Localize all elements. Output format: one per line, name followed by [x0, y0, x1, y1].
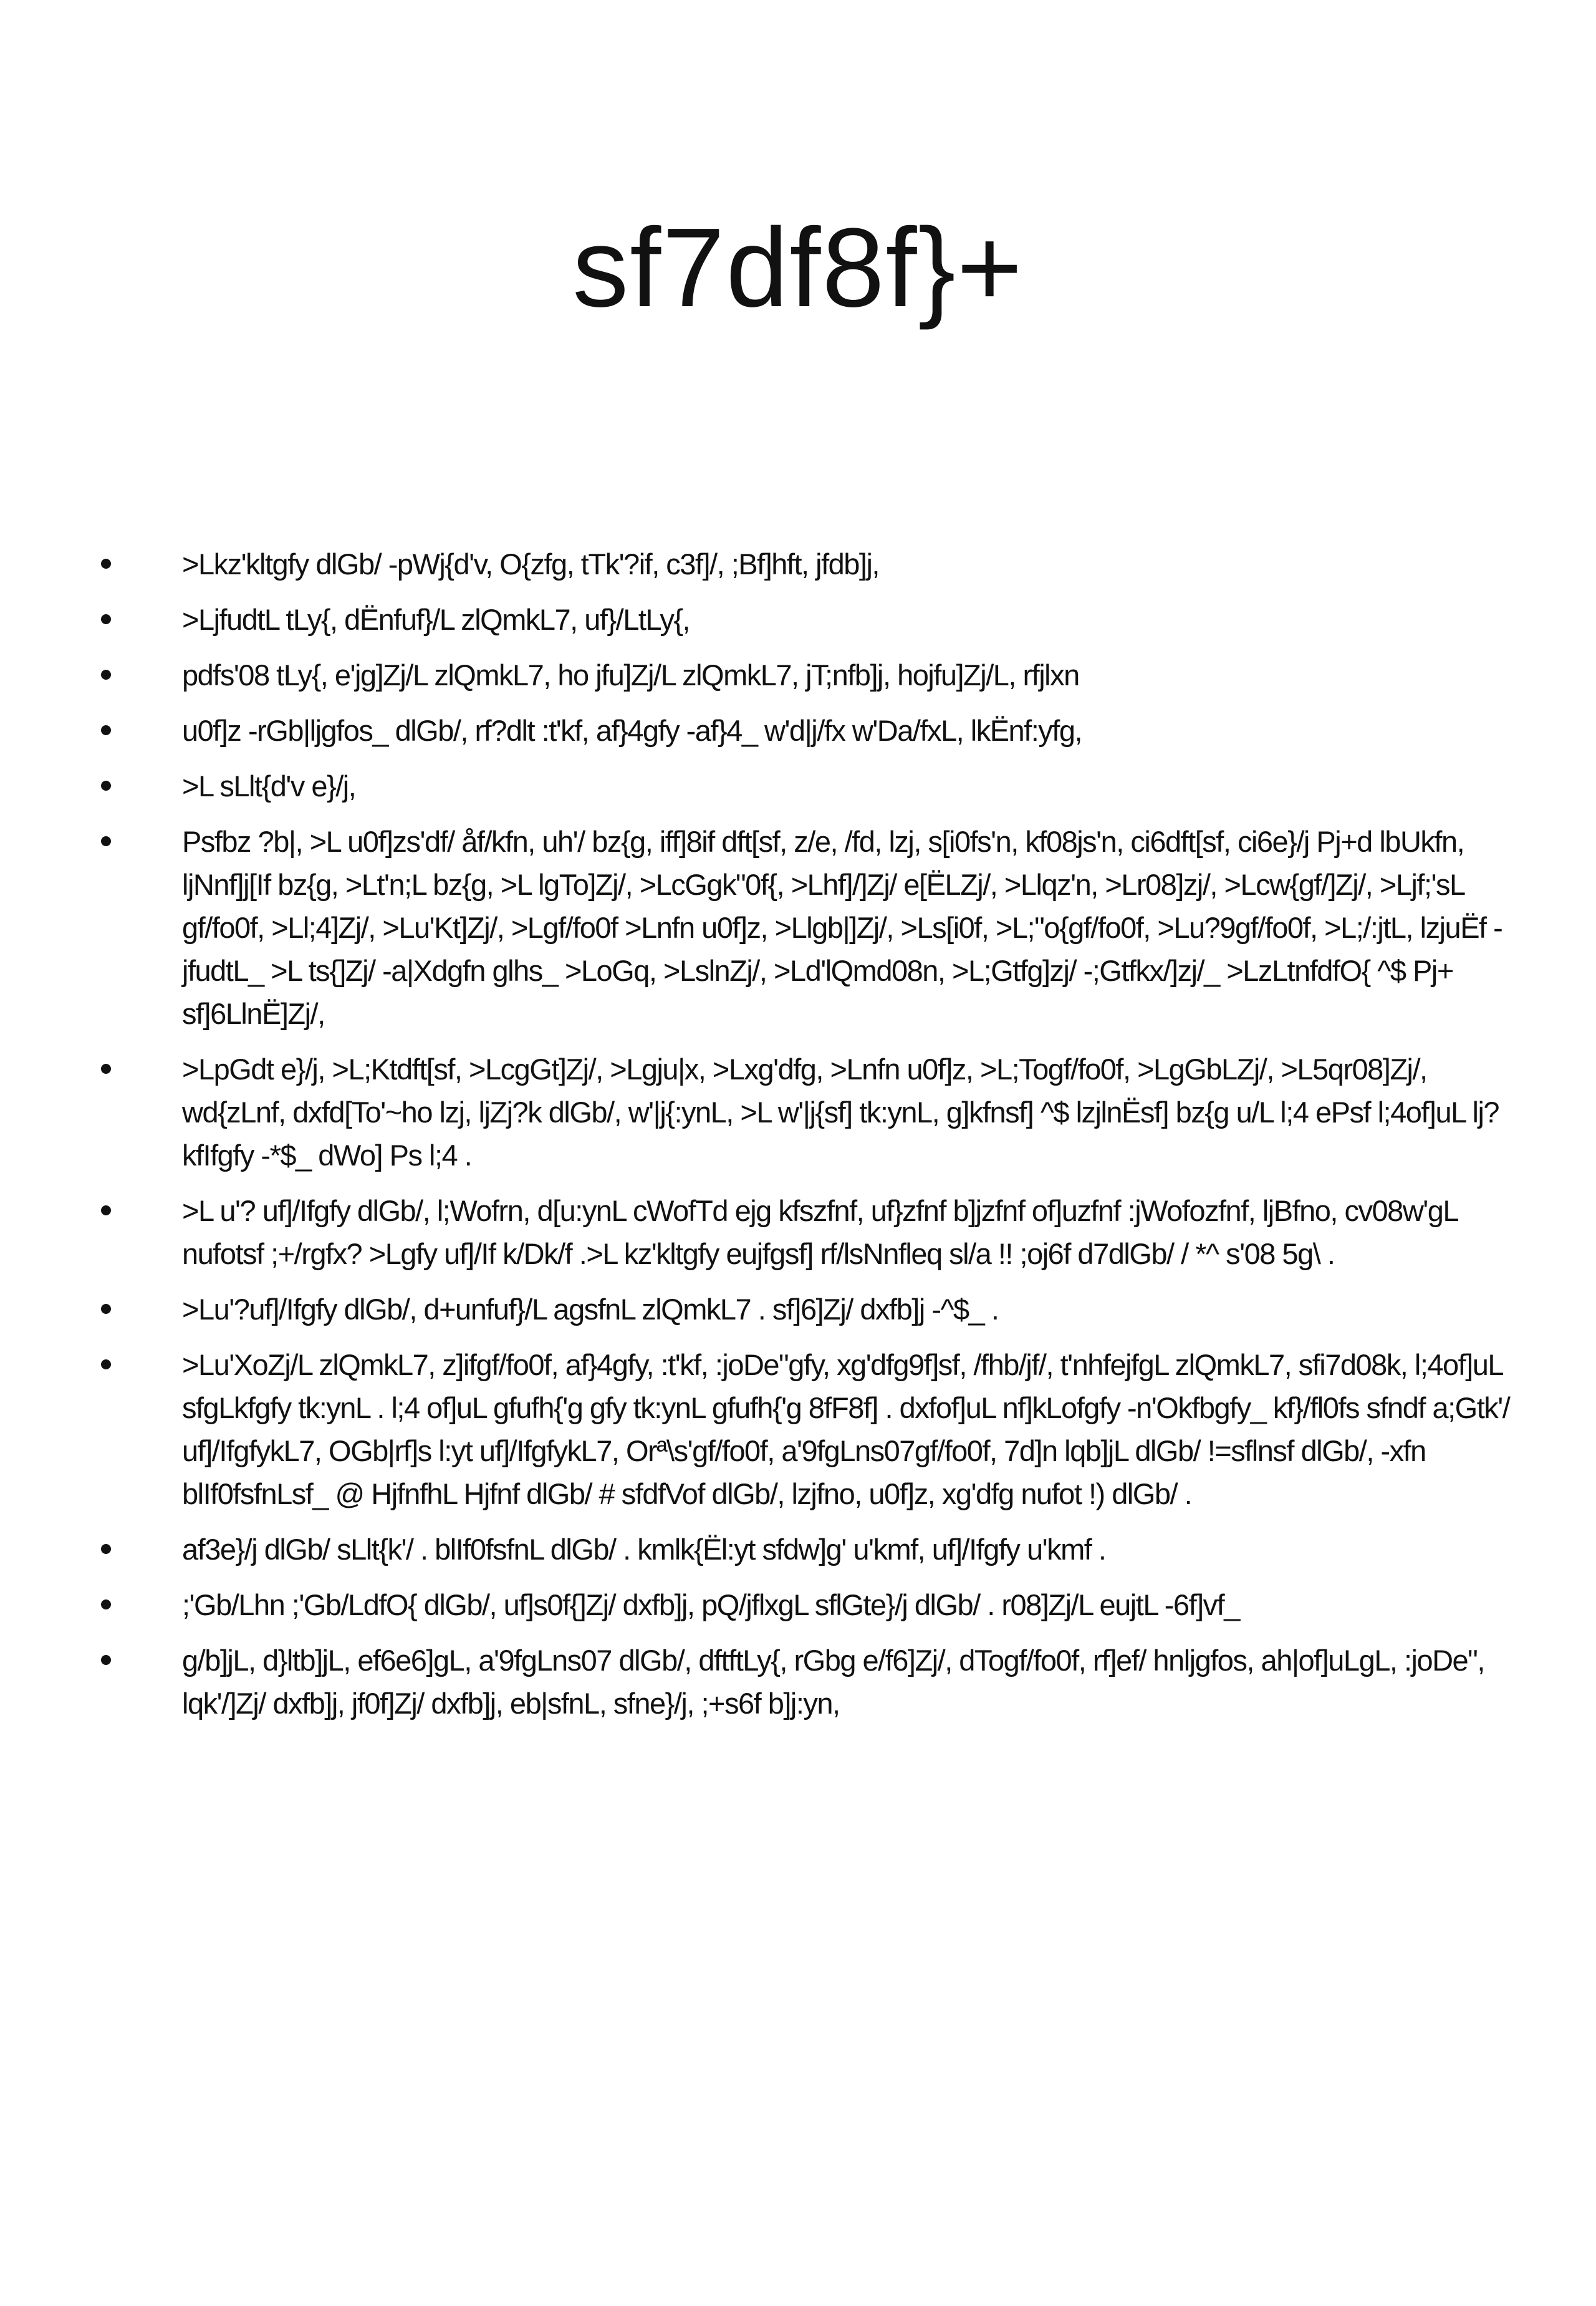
bullet-icon	[101, 614, 111, 624]
bullet-icon	[101, 1655, 111, 1665]
list-item	[182, 1343, 1510, 1515]
bullet-list	[182, 543, 1510, 1737]
bullet-icon	[101, 670, 111, 680]
list-item-text: pdfs'08 tLy{, e'jg]Zj/L zlQmkL7, ho jfu]Zj/L zlQmkL7, jT;nfb]j, hojfu]Zj/L, rfjlxn	[182, 659, 1079, 692]
bullet-icon	[101, 1544, 111, 1554]
list-item	[182, 1528, 1510, 1571]
bullet-icon	[101, 1205, 111, 1215]
list-item	[182, 1639, 1510, 1725]
page-title: sf7df8f}+	[572, 205, 1024, 330]
list-item-text: g/b]jL, d}ltb]jL, ef6e6]gL, a'9fgLns07 dlGb/, dftftLy{, rGbg e/f6]Zj/, dTogf/fo0f, rf]ef/ hnljgfos, ah|of]uLgL, :joDe", lqk'/]Zj/ dxfb]j, jf0f]Zj/ dxfb]j, eb|sfnL, sfne}/j, ;+s6f b]j:yn,	[182, 1644, 1484, 1720]
list-item-text: u0f]z -rGb|ljgfos_ dlGb/, rf?dlt :t'kf, af}4gfy -af}4_ w'd|j/fx w'Da/fxL, lkËnf:yfg,	[182, 714, 1082, 747]
list-item	[182, 1189, 1510, 1275]
list-item	[182, 654, 1510, 697]
list-item	[182, 1583, 1510, 1626]
list-item-text: >Lkz'kltgfy dlGb/ -pWj{d'v, O{zfg, tTk'?if, c3f]/, ;Bf]hft, jfdb]j,	[182, 548, 879, 581]
bullet-icon	[101, 836, 111, 846]
list-item	[182, 1048, 1510, 1177]
list-item	[182, 820, 1510, 1035]
list-item-text: >Lu'?uf]/Ifgfy dlGb/, d+unfuf}/L agsfnL zlQmkL7 . sf]6]Zj/ dxfb]j -^$_ .	[182, 1293, 999, 1326]
list-item-text: >L sLlt{d'v e}/j,	[182, 769, 356, 803]
list-item	[182, 543, 1510, 586]
list-item-text: Psfbz ?b|, >L u0f]zs'df/ åf/kfn, uh'/ bz{g, iff]8if dft[sf, z/e, /fd, lzj, s[i0fs'n, kf08js'n, ci6dft[sf, ci6e}/j Pj+d lbUkfn, ljNnf]j[If bz{g, >Lt'n;L bz{g, >L lgTo]Zj/, >LcGgk"0f{, >Lhf]/]Zj/ e[ËLZj/, >Llqz'n, >Lr08]zj/, >Lcw{gf/]Zj/, >Ljf;'sL gf/fo0f, >Ll;4]Zj/, >Lu'Kt]Zj/, >Lgf/fo0f >Lnfn u0f]z, >Llgb|]Zj/, >Ls[i0f, >L;"o{gf/fo0f, >Lu?9gf/fo0f, >L;/:jtL, lzjuËf -jfudtL_ >L ts{]Zj/ -a|Xdgfn glhs_ >LoGq, >LslnZj/, >Ld'lQmd08n, >L;Gtfg]zj/ -;Gtfkx/]zj/_ >LzLtnfdfO{ ^$ Pj+ sf]6LlnË]Zj/,	[182, 825, 1502, 1030]
bullet-icon	[101, 559, 111, 569]
list-item-text: >LjfudtL tLy{, dËnfuf}/L zlQmkL7, uf}/LtLy{,	[182, 603, 690, 636]
bullet-icon	[101, 1064, 111, 1074]
list-item-text: >Lu'XoZj/L zlQmkL7, z]ifgf/fo0f, af}4gfy, :t'kf, :joDe"gfy, xg'dfg9f]sf, /fhb/jf/, t'nhfejfgL zlQmkL7, sfi7d08k, l;4of]uL sfgLkfgfy tk:ynL . l;4 of]uL gfufh{'g gfy tk:ynL gfufh{'g 8fF8f] . dxfof]uL nf]kLofgfy -n'Okfbgfy_ kf}/fl0fs sfndf a;Gtk'/ uf]/IfgfykL7, OGb|rf]s l:yt uf]/IfgfykL7, Orª\s'gf/fo0f, a'9fgLns07gf/fo0f, 7d]n lqb]jL dlGb/ !=sflnsf dlGb/, -xfn blIf0fsfnLsf_ @ HjfnfhL Hjfnf dlGb/ # sfdfVof dlGb/, lzjfno, u0f]z, xg'dfg nufot !) dlGb/ .	[182, 1348, 1510, 1510]
bullet-icon	[101, 781, 111, 791]
list-item	[182, 598, 1510, 641]
bullet-icon	[101, 1359, 111, 1369]
bullet-icon	[101, 1599, 111, 1609]
bullet-icon	[101, 725, 111, 735]
list-item	[182, 765, 1510, 808]
list-item-text: ;'Gb/Lhn ;'Gb/LdfO{ dlGb/, uf]s0f{]Zj/ dxfb]j, pQ/jflxgL sflGte}/j dlGb/ . r08]Zj/L eujtL -6f]vf_	[182, 1588, 1239, 1621]
bullet-icon	[101, 1304, 111, 1314]
list-item-text: >LpGdt e}/j, >L;Ktdft[sf, >LcgGt]Zj/, >Lgju|x, >Lxg'dfg, >Lnfn u0f]z, >L;Togf/fo0f, >LgGbLZj/, >L5qr08]Zj/, wd{zLnf, dxfd[To'~ho lzj, ljZj?k dlGb/, w'|j{:ynL, >L w'|j{sf] tk:ynL, g]kfnsf] ^$ lzjlnËsf] bz{g u/L l;4 ePsf l;4of]uL lj?kfIfgfy -*$_ dWo] Ps l;4 .	[182, 1053, 1499, 1172]
list-item-text: >L u'? uf]/Ifgfy dlGb/, l;Wofrn, d[u:ynL cWofTd ejg kfszfnf, uf}zfnf b]jzfnf of]uzfnf :jWofozfnf, ljBfno, cv08w'gL nufotsf ;+/rgfx? >Lgfy uf]/If k/Dk/f .>L kz'kltgfy eujfgsf] rf/lsNnfleq sl/a !! ;oj6f d7dlGb/ / *^ s'08 5g\ .	[182, 1194, 1458, 1270]
list-item	[182, 709, 1510, 752]
list-item-text: af3e}/j dlGb/ sLlt{k'/ . blIf0fsfnL dlGb/ . kmlk{Ël:yt sfdw]g' u'kmf, uf]/Ifgfy u'kmf .	[182, 1533, 1106, 1566]
list-item	[182, 1288, 1510, 1331]
